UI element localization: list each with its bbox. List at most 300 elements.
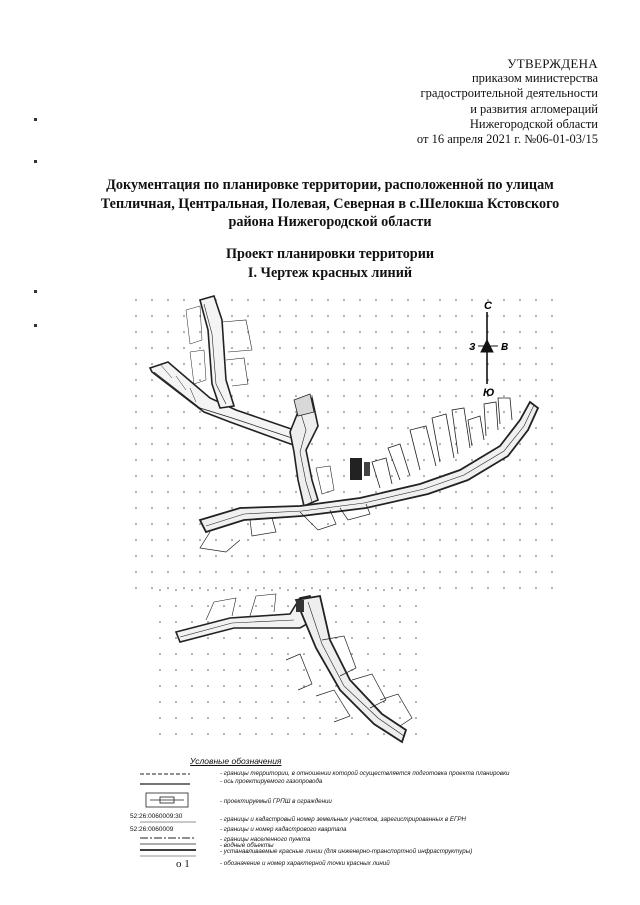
grid-dot	[279, 315, 281, 317]
grid-dot	[359, 539, 361, 541]
grid-dot	[375, 539, 377, 541]
grid-dot	[487, 475, 489, 477]
grid-dot	[215, 571, 217, 573]
south-area-plan	[176, 594, 412, 742]
grid-dot	[519, 347, 521, 349]
grid-dot	[327, 571, 329, 573]
grid-dot	[199, 491, 201, 493]
grid-dot	[399, 653, 401, 655]
grid-dot	[263, 299, 265, 301]
legend-item-label: - ось проектируемого газопровода	[220, 778, 323, 785]
grid-dot	[159, 669, 161, 671]
grid-dot	[183, 443, 185, 445]
grid-dot	[167, 507, 169, 509]
grid-dot	[183, 299, 185, 301]
grid-dot	[271, 653, 273, 655]
grid-dot	[207, 621, 209, 623]
legend-item-label: - границы населенного пункта	[220, 836, 311, 843]
grid-dot	[151, 411, 153, 413]
grid-dot	[207, 589, 209, 591]
grid-dot	[455, 587, 457, 589]
grid-dot	[223, 733, 225, 735]
grid-dot	[239, 717, 241, 719]
grid-dot	[415, 701, 417, 703]
grid-dot	[327, 379, 329, 381]
grid-dot	[223, 717, 225, 719]
grid-dot	[391, 427, 393, 429]
grid-dot	[391, 443, 393, 445]
grid-dot	[167, 475, 169, 477]
grid-dot	[311, 459, 313, 461]
grid-dot	[423, 587, 425, 589]
grid-dot	[407, 411, 409, 413]
grid-dot	[519, 443, 521, 445]
grid-dot	[311, 443, 313, 445]
grid-dot	[439, 555, 441, 557]
grid-dot	[263, 411, 265, 413]
grid-dot	[471, 523, 473, 525]
grid-dot	[327, 459, 329, 461]
grid-dot	[175, 685, 177, 687]
grid-dot	[231, 427, 233, 429]
grid-dot	[175, 637, 177, 639]
grid-dot	[303, 589, 305, 591]
grid-dot	[303, 733, 305, 735]
grid-dot	[151, 459, 153, 461]
grid-dot	[503, 475, 505, 477]
grid-dot	[519, 491, 521, 493]
grid-dot	[135, 507, 137, 509]
grid-dot	[423, 363, 425, 365]
grid-dot	[295, 587, 297, 589]
grid-dot	[375, 523, 377, 525]
grid-dot	[439, 507, 441, 509]
grid-dot	[335, 701, 337, 703]
grid-dot	[391, 347, 393, 349]
legend-item	[130, 778, 530, 790]
grid-dot	[391, 587, 393, 589]
grid-dot	[199, 459, 201, 461]
grid-dot	[247, 587, 249, 589]
grid-dot	[255, 685, 257, 687]
grid-dot	[199, 507, 201, 509]
grid-dot	[535, 475, 537, 477]
grid-dot	[215, 459, 217, 461]
grid-dot	[271, 669, 273, 671]
grid-dot	[551, 315, 553, 317]
grid-dot	[415, 717, 417, 719]
grid-dot	[487, 587, 489, 589]
grid-dot	[135, 395, 137, 397]
grid-dot	[471, 427, 473, 429]
grid-dot	[487, 427, 489, 429]
grid-dot	[183, 571, 185, 573]
grid-dot	[263, 347, 265, 349]
grid-dot	[423, 315, 425, 317]
grid-dot	[263, 539, 265, 541]
grid-dot	[439, 571, 441, 573]
grid-dot	[327, 331, 329, 333]
grid-dot	[287, 717, 289, 719]
grid-dot	[263, 523, 265, 525]
grid-dot	[407, 331, 409, 333]
grid-dot	[215, 587, 217, 589]
grid-dot	[351, 733, 353, 735]
grid-dot	[263, 395, 265, 397]
grid-dot	[439, 443, 441, 445]
grid-dot	[455, 491, 457, 493]
grid-dot	[327, 411, 329, 413]
grid-dot	[295, 571, 297, 573]
grid-dot	[335, 733, 337, 735]
grid-dot	[207, 669, 209, 671]
grid-dot	[439, 491, 441, 493]
grid-dot	[231, 571, 233, 573]
grid-dot	[279, 379, 281, 381]
grid-dot	[247, 539, 249, 541]
grid-dot	[487, 539, 489, 541]
grid-dot	[175, 589, 177, 591]
grid-dot	[375, 395, 377, 397]
grid-dot	[351, 653, 353, 655]
grid-dot	[375, 587, 377, 589]
grid-dot	[303, 717, 305, 719]
grid-dot	[151, 507, 153, 509]
grid-dot	[415, 589, 417, 591]
grid-dot	[199, 331, 201, 333]
grid-dot	[455, 507, 457, 509]
grid-dot	[311, 587, 313, 589]
grid-dot	[343, 427, 345, 429]
grid-dot	[231, 363, 233, 365]
grid-dot	[399, 621, 401, 623]
grid-dot	[199, 347, 201, 349]
grid-dot	[247, 443, 249, 445]
grid-dot	[295, 315, 297, 317]
grid-dot	[503, 587, 505, 589]
grid-dot	[151, 539, 153, 541]
grid-dot	[135, 587, 137, 589]
grid-dot	[551, 347, 553, 349]
grid-dot	[503, 491, 505, 493]
grid-dot	[183, 587, 185, 589]
grid-dot	[279, 443, 281, 445]
grid-dot	[311, 347, 313, 349]
grid-dot	[303, 701, 305, 703]
grid-dot	[175, 621, 177, 623]
grid-dot	[167, 347, 169, 349]
grid-dot	[551, 539, 553, 541]
grid-dot	[263, 587, 265, 589]
grid-dot	[231, 475, 233, 477]
grid-dot	[327, 539, 329, 541]
grid-dot	[167, 411, 169, 413]
grid-dot	[311, 299, 313, 301]
grid-dot	[551, 379, 553, 381]
grid-dot	[247, 411, 249, 413]
grid-dot	[175, 717, 177, 719]
grid-dot	[167, 427, 169, 429]
legend-title: Условные обозначения	[190, 756, 282, 766]
grid-dot	[407, 587, 409, 589]
grid-dot	[215, 491, 217, 493]
grid-dot	[359, 363, 361, 365]
grid-dot	[407, 379, 409, 381]
grid-dot	[471, 379, 473, 381]
grid-dot	[231, 555, 233, 557]
grid-dot	[327, 347, 329, 349]
grid-dot	[327, 587, 329, 589]
grid-dot	[223, 669, 225, 671]
grid-dot	[255, 653, 257, 655]
grid-dot	[471, 395, 473, 397]
grid-dot	[519, 379, 521, 381]
grid-dot	[535, 315, 537, 317]
grid-dot	[199, 571, 201, 573]
grid-dot	[295, 395, 297, 397]
grid-dot	[295, 363, 297, 365]
grid-dot	[423, 411, 425, 413]
grid-dot	[519, 395, 521, 397]
grid-dot	[151, 587, 153, 589]
grid-dot	[335, 605, 337, 607]
compass-north-label: С	[484, 300, 492, 312]
grid-dot	[279, 363, 281, 365]
grid-dot	[503, 331, 505, 333]
grid-dot	[503, 299, 505, 301]
approval-line: приказом министерства	[471, 71, 598, 86]
grid-dot	[279, 299, 281, 301]
grid-dot	[167, 555, 169, 557]
grid-dot	[135, 379, 137, 381]
grid-dot	[359, 587, 361, 589]
grid-dot	[343, 379, 345, 381]
grid-dot	[151, 347, 153, 349]
grid-dot	[551, 523, 553, 525]
grid-dot	[375, 411, 377, 413]
grid-dot	[319, 669, 321, 671]
grid-dot	[223, 637, 225, 639]
grid-dot	[503, 507, 505, 509]
grid-dot	[359, 571, 361, 573]
grid-dot	[319, 589, 321, 591]
grid-dot	[487, 491, 489, 493]
grid-dot	[215, 443, 217, 445]
grid-dot	[423, 539, 425, 541]
grid-dot	[359, 491, 361, 493]
grid-dot	[199, 523, 201, 525]
grid-dot	[239, 669, 241, 671]
grid-dot	[535, 491, 537, 493]
grid-dot	[295, 491, 297, 493]
legend-item-label: - границы и номер кадастрового квартала	[220, 826, 347, 833]
grid-dot	[239, 589, 241, 591]
grid-dot	[279, 555, 281, 557]
grid-dot	[327, 395, 329, 397]
grid-dot	[223, 653, 225, 655]
grid-dot	[503, 427, 505, 429]
grid-dot	[263, 315, 265, 317]
grid-dot	[247, 523, 249, 525]
grid-dot	[303, 669, 305, 671]
grid-dot	[343, 523, 345, 525]
grid-dot	[295, 347, 297, 349]
grid-dot	[535, 523, 537, 525]
grid-dot	[391, 395, 393, 397]
north-area-plan	[150, 296, 538, 552]
grid-dot	[319, 701, 321, 703]
grid-dot	[439, 427, 441, 429]
grid-dot	[455, 523, 457, 525]
grid-dot	[455, 539, 457, 541]
grid-dot	[167, 443, 169, 445]
grid-dot	[247, 491, 249, 493]
grid-dot	[383, 605, 385, 607]
grid-dot	[423, 443, 425, 445]
grid-dot	[455, 363, 457, 365]
approval-status: УТВЕРЖДЕНА	[507, 56, 598, 71]
grid-dot	[439, 395, 441, 397]
grid-dot	[535, 331, 537, 333]
grid-dot	[135, 347, 137, 349]
grid-dot	[503, 395, 505, 397]
grid-dot	[151, 315, 153, 317]
grid-dot	[167, 491, 169, 493]
grid-dot	[183, 555, 185, 557]
legend-item	[130, 798, 530, 810]
grid-dot	[255, 717, 257, 719]
grid-dot	[215, 555, 217, 557]
legend-item-label: - проектируемый ГРПШ в ограждении	[220, 798, 332, 805]
legend-item	[130, 860, 530, 872]
grid-dot	[135, 363, 137, 365]
compass-rose	[478, 312, 498, 384]
grid-dot	[295, 299, 297, 301]
grid-dot	[263, 363, 265, 365]
grid-dot	[391, 571, 393, 573]
grid-dot	[423, 523, 425, 525]
grid-dot	[263, 571, 265, 573]
grid-dot	[471, 507, 473, 509]
grid-dot	[375, 363, 377, 365]
grid-dot	[551, 459, 553, 461]
grid-dot	[503, 411, 505, 413]
grid-dot	[191, 701, 193, 703]
grid-dot	[231, 331, 233, 333]
grid-dot	[455, 379, 457, 381]
grid-dot	[519, 315, 521, 317]
grid-dot	[303, 685, 305, 687]
grid-dot	[391, 507, 393, 509]
grid-dot	[391, 299, 393, 301]
grid-dot	[535, 395, 537, 397]
approval-line: и развития агломераций	[470, 101, 598, 116]
grid-dot	[399, 605, 401, 607]
grid-dot	[519, 363, 521, 365]
grid-dot	[175, 669, 177, 671]
grid-dot	[311, 539, 313, 541]
grid-dot	[327, 555, 329, 557]
grid-dot	[255, 589, 257, 591]
compass-south-label: Ю	[483, 387, 495, 399]
grid-dot	[215, 507, 217, 509]
grid-dot	[351, 621, 353, 623]
grid-dot	[335, 621, 337, 623]
grid-dot	[343, 443, 345, 445]
grid-dot	[303, 653, 305, 655]
grid-dot	[295, 331, 297, 333]
grid-dot	[207, 717, 209, 719]
grid-dot	[295, 379, 297, 381]
grid-dot	[407, 555, 409, 557]
grid-dot	[439, 587, 441, 589]
grid-dot	[471, 459, 473, 461]
grid-dot	[207, 637, 209, 639]
document-title-line: района Нижегородской области	[228, 214, 432, 230]
grid-dot	[135, 523, 137, 525]
grid-dot	[519, 475, 521, 477]
grid-dot	[207, 733, 209, 735]
grid-dot	[199, 443, 201, 445]
grid-dot	[367, 605, 369, 607]
grid-dot	[375, 443, 377, 445]
grid-dot	[295, 523, 297, 525]
grid-dot	[135, 443, 137, 445]
grid-dot	[271, 733, 273, 735]
grid-dot	[151, 427, 153, 429]
grid-dot	[375, 299, 377, 301]
grid-dot	[503, 363, 505, 365]
grid-dot	[271, 605, 273, 607]
legend-item	[130, 848, 530, 860]
drawing-title: I. Чертеж красных линий	[247, 264, 413, 281]
grid-dot	[231, 315, 233, 317]
grid-dot	[247, 363, 249, 365]
grid-dot	[391, 331, 393, 333]
grid-dot	[159, 637, 161, 639]
grid-dot	[327, 523, 329, 525]
grid-dot	[263, 379, 265, 381]
grid-dot	[263, 491, 265, 493]
grid-dot	[375, 555, 377, 557]
grid-dot	[287, 605, 289, 607]
grid-dot	[135, 411, 137, 413]
grid-dot	[175, 733, 177, 735]
grid-dot	[399, 589, 401, 591]
grid-dot	[151, 379, 153, 381]
grid-dot	[423, 395, 425, 397]
grid-dot	[551, 491, 553, 493]
grid-dot	[487, 555, 489, 557]
grid-dot	[367, 733, 369, 735]
grid-dot	[343, 395, 345, 397]
grid-dot	[407, 443, 409, 445]
grid-dot	[415, 637, 417, 639]
grid-dot	[487, 523, 489, 525]
grid-dot	[551, 363, 553, 365]
grid-dot	[375, 331, 377, 333]
grid-dot	[223, 701, 225, 703]
grid-dot	[423, 507, 425, 509]
grid-dot	[175, 653, 177, 655]
grid-dot	[487, 443, 489, 445]
grid-dot	[167, 315, 169, 317]
grid-dot	[159, 589, 161, 591]
grid-dot	[423, 299, 425, 301]
grid-dot	[359, 411, 361, 413]
approval-date-number: от 16 апреля 2021 г. №06-01-03/15	[416, 132, 598, 147]
grid-dot	[383, 669, 385, 671]
